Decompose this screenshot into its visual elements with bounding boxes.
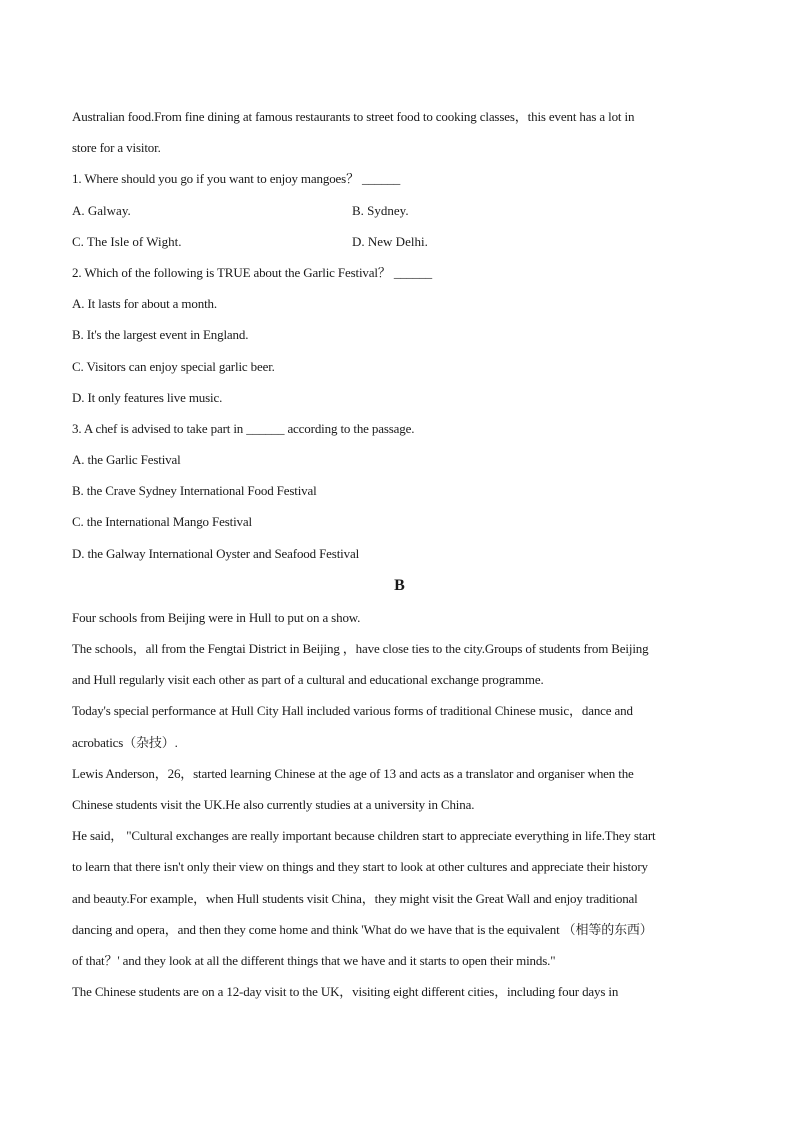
passage-line: and Hull regularly visit each other as part of a cultural and educational exchange programme. bbox=[72, 672, 544, 688]
passage-line: He said， "Cultural exchanges are really important because children start to appreciate everything in life.They start bbox=[72, 828, 656, 844]
option-b: B. Sydney. bbox=[352, 202, 409, 218]
passage-line: Lewis Anderson，26，started learning Chinese at the age of 13 and acts as a translator and organiser when the bbox=[72, 765, 634, 781]
option-c: C. the International Mango Festival bbox=[72, 514, 252, 530]
passage-line: The Chinese students are on a 12-day visit to the UK，visiting eight different cities，including four days in bbox=[72, 984, 619, 1000]
passage-line: dancing and opera，and then they come home and think 'What do we have that is the equivalent （相等的东西） bbox=[72, 921, 653, 937]
option-d: D. New Delhi. bbox=[352, 233, 428, 249]
passage-line: to learn that there isn't only their view on things and they start to look at other cultures and appreciate their history bbox=[72, 859, 648, 875]
passage-line: Today's special performance at Hull City Hall included various forms of traditional Chinese music，dance and bbox=[72, 703, 633, 719]
intro-line: Australian food.From fine dining at famous restaurants to street food to cooking classes，this event has a lot in bbox=[72, 109, 635, 124]
document-page bbox=[72, 101, 727, 1007]
option-b: B. the Crave Sydney International Food Festival bbox=[72, 483, 317, 499]
option-row bbox=[72, 226, 727, 257]
option-a: A. the Garlic Festival bbox=[72, 452, 181, 468]
passage-line: of that？' and they look at all the different things that we have and it starts to open their minds." bbox=[72, 952, 556, 968]
passage-line: Chinese students visit the UK.He also currently studies at a university in China. bbox=[72, 796, 475, 812]
option-c: C. Visitors can enjoy special garlic beer. bbox=[72, 358, 275, 374]
intro-line: store for a visitor. bbox=[72, 140, 161, 156]
passage-line: Four schools from Beijing were in Hull to put on a show. bbox=[72, 609, 361, 625]
passage-line: and beauty.For example，when Hull students visit China，they might visit the Great Wall and enjoy traditional bbox=[72, 890, 638, 906]
question-stem: 1. Where should you go if you want to enjoy mangoes？ ______ bbox=[72, 171, 401, 187]
option-d: D. It only features live music. bbox=[72, 389, 223, 405]
passage-line: acrobatics（杂技）. bbox=[72, 734, 178, 750]
option-row bbox=[72, 195, 727, 226]
option-b: B. It's the largest event in England. bbox=[72, 327, 249, 343]
option-a: A. Galway. bbox=[72, 202, 131, 218]
question-stem: 2. Which of the following is TRUE about the Garlic Festival？ ______ bbox=[72, 264, 432, 280]
question-stem: 3. A chef is advised to take part in ______ according to the passage. bbox=[72, 420, 415, 436]
option-d: D. the Galway International Oyster and Seafood Festival bbox=[72, 545, 360, 561]
section-title: B bbox=[394, 576, 405, 594]
option-a: A. It lasts for about a month. bbox=[72, 296, 217, 312]
option-c: C. The Isle of Wight. bbox=[72, 233, 182, 249]
passage-line: The schools，all from the Fengtai District in Beijing ，have close ties to the city.Groups of students from Beijing bbox=[72, 641, 649, 656]
